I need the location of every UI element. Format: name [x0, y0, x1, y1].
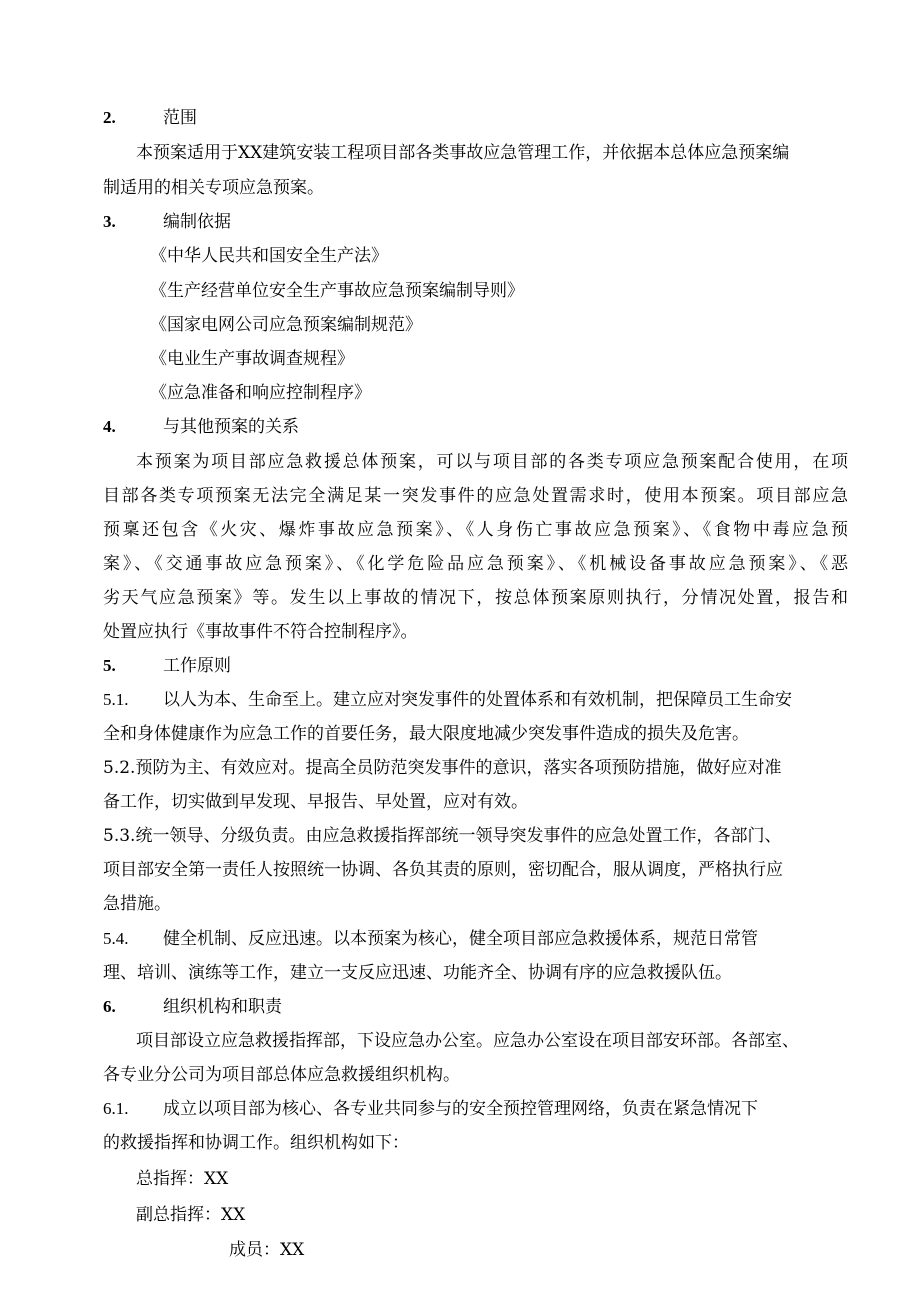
principle-5-4-line: 理、培训、演练等工作，建立一支反应迅速、功能齐全、协调有序的应急救援队伍。 [103, 963, 732, 983]
principle-text: 以人为本、生命至上。建立应对突发事件的处置体系和有效机制，把保障员工生命安 [163, 690, 792, 710]
basis-item: 《电业生产事故调查规程》 [150, 349, 354, 369]
principle-5-1-line: 全和身体健康作为应急工作的首要任务，最大限度地减少突发事件造成的损失及危害。 [103, 724, 749, 744]
section-number: 2. [103, 108, 116, 127]
organization-6-1-line: 的救援指挥和协调工作。组织机构如下： [103, 1133, 409, 1153]
principle-5-3-line: 急措施。 [103, 894, 171, 914]
section-2-heading [103, 107, 848, 129]
section-number: 4. [103, 417, 116, 436]
deputy-commander-line: 副总指挥：XX [136, 1205, 246, 1225]
section-title: 与其他预案的关系 [163, 417, 299, 437]
basis-item: 《国家电网公司应急预案编制规范》 [150, 315, 422, 335]
subsection-text: 成立以项目部为核心、各专业共同参与的安全预控管理网络，负责在紧急情况下 [163, 1099, 758, 1119]
section-3-heading [103, 211, 848, 233]
relation-paragraph-line: 本预案为项目部应急救援总体预案，可以与项目部的各类专项应急预案配合使用，在项 [136, 452, 848, 472]
basis-item: 《生产经营单位安全生产事故应急预案编制导则》 [150, 281, 524, 301]
basis-item: 《中华人民共和国安全生产法》 [150, 246, 388, 266]
section-number: 6. [103, 997, 116, 1016]
section-number: 5. [103, 656, 116, 675]
principle-5-2-line: 备工作，切实做到早发现、早报告、早处置，应对有效。 [103, 792, 528, 812]
principle-text: 健全机制、反应迅速。以本预案为核心，健全项目部应急救援体系，规范日常管 [163, 929, 758, 949]
organization-6-1-line [103, 1098, 848, 1120]
scope-paragraph-line: 制适用的相关专项应急预案。 [103, 178, 324, 198]
section-title: 工作原则 [163, 656, 231, 676]
section-5-heading [103, 655, 848, 677]
principle-number: 5.4. [103, 929, 129, 948]
principle-number: 5.1. [103, 690, 129, 709]
subsection-number: 6.1. [103, 1099, 129, 1118]
relation-paragraph-line: 案》、《交通事故应急预案》、《化学危险品应急预案》、《机械设备事故应急预案》、《恶 [103, 554, 848, 574]
relation-paragraph-line: 劣天气应急预案》等。发生以上事故的情况下，按总体预案原则执行，分情况处置，报告和 [103, 588, 848, 608]
commander-line: 总指挥：XX [136, 1169, 229, 1189]
principle-5-3-line: 5.3.统一领导、分级负责。由应急救援指挥部统一领导突发事件的应急处置工作，各部门、 [103, 826, 782, 846]
principle-5-2-line: 5.2.预防为主、有效应对。提高全员防范突发事件的意识，落实各项预防措施，做好应对准 [103, 758, 782, 778]
section-4-heading [103, 416, 848, 438]
section-title: 组织机构和职责 [163, 997, 282, 1017]
relation-paragraph-line: 目部各类专项预案无法完全满足某一突发事件的应急处置需求时，使用本预案。项目部应急 [103, 486, 848, 506]
section-number: 3. [103, 212, 116, 231]
section-title: 范围 [163, 108, 197, 128]
principle-5-1-line [103, 689, 848, 711]
members-line: 成员：XX [229, 1240, 305, 1260]
section-6-heading [103, 996, 848, 1018]
principle-5-3-line: 项目部安全第一责任人按照统一协调、各负其责的原则，密切配合，服从调度，严格执行应 [103, 860, 783, 880]
section-title: 编制依据 [163, 212, 231, 232]
relation-paragraph-line: 预稟还包含《火灾、爆炸事故应急预案》、《人身伤亡事故应急预案》、《食物中毒应急预 [103, 520, 848, 540]
relation-paragraph-line: 处置应执行《事故事件不符合控制程序》。 [103, 622, 418, 642]
scope-paragraph-line: 本预案适用于XX建筑安装工程项目部各类事故应急管理工作，并依据本总体应急预案编 [136, 143, 790, 163]
organization-paragraph-line: 项目部设立应急救援指挥部，下设应急办公室。应急办公室设在项目部安环部。各部室、 [136, 1031, 799, 1051]
basis-item: 《应急准备和响应控制程序》 [150, 383, 371, 403]
organization-paragraph-line: 各专业分公司为项目部总体应急救援组织机构。 [103, 1065, 460, 1085]
principle-5-4-line [103, 928, 848, 950]
